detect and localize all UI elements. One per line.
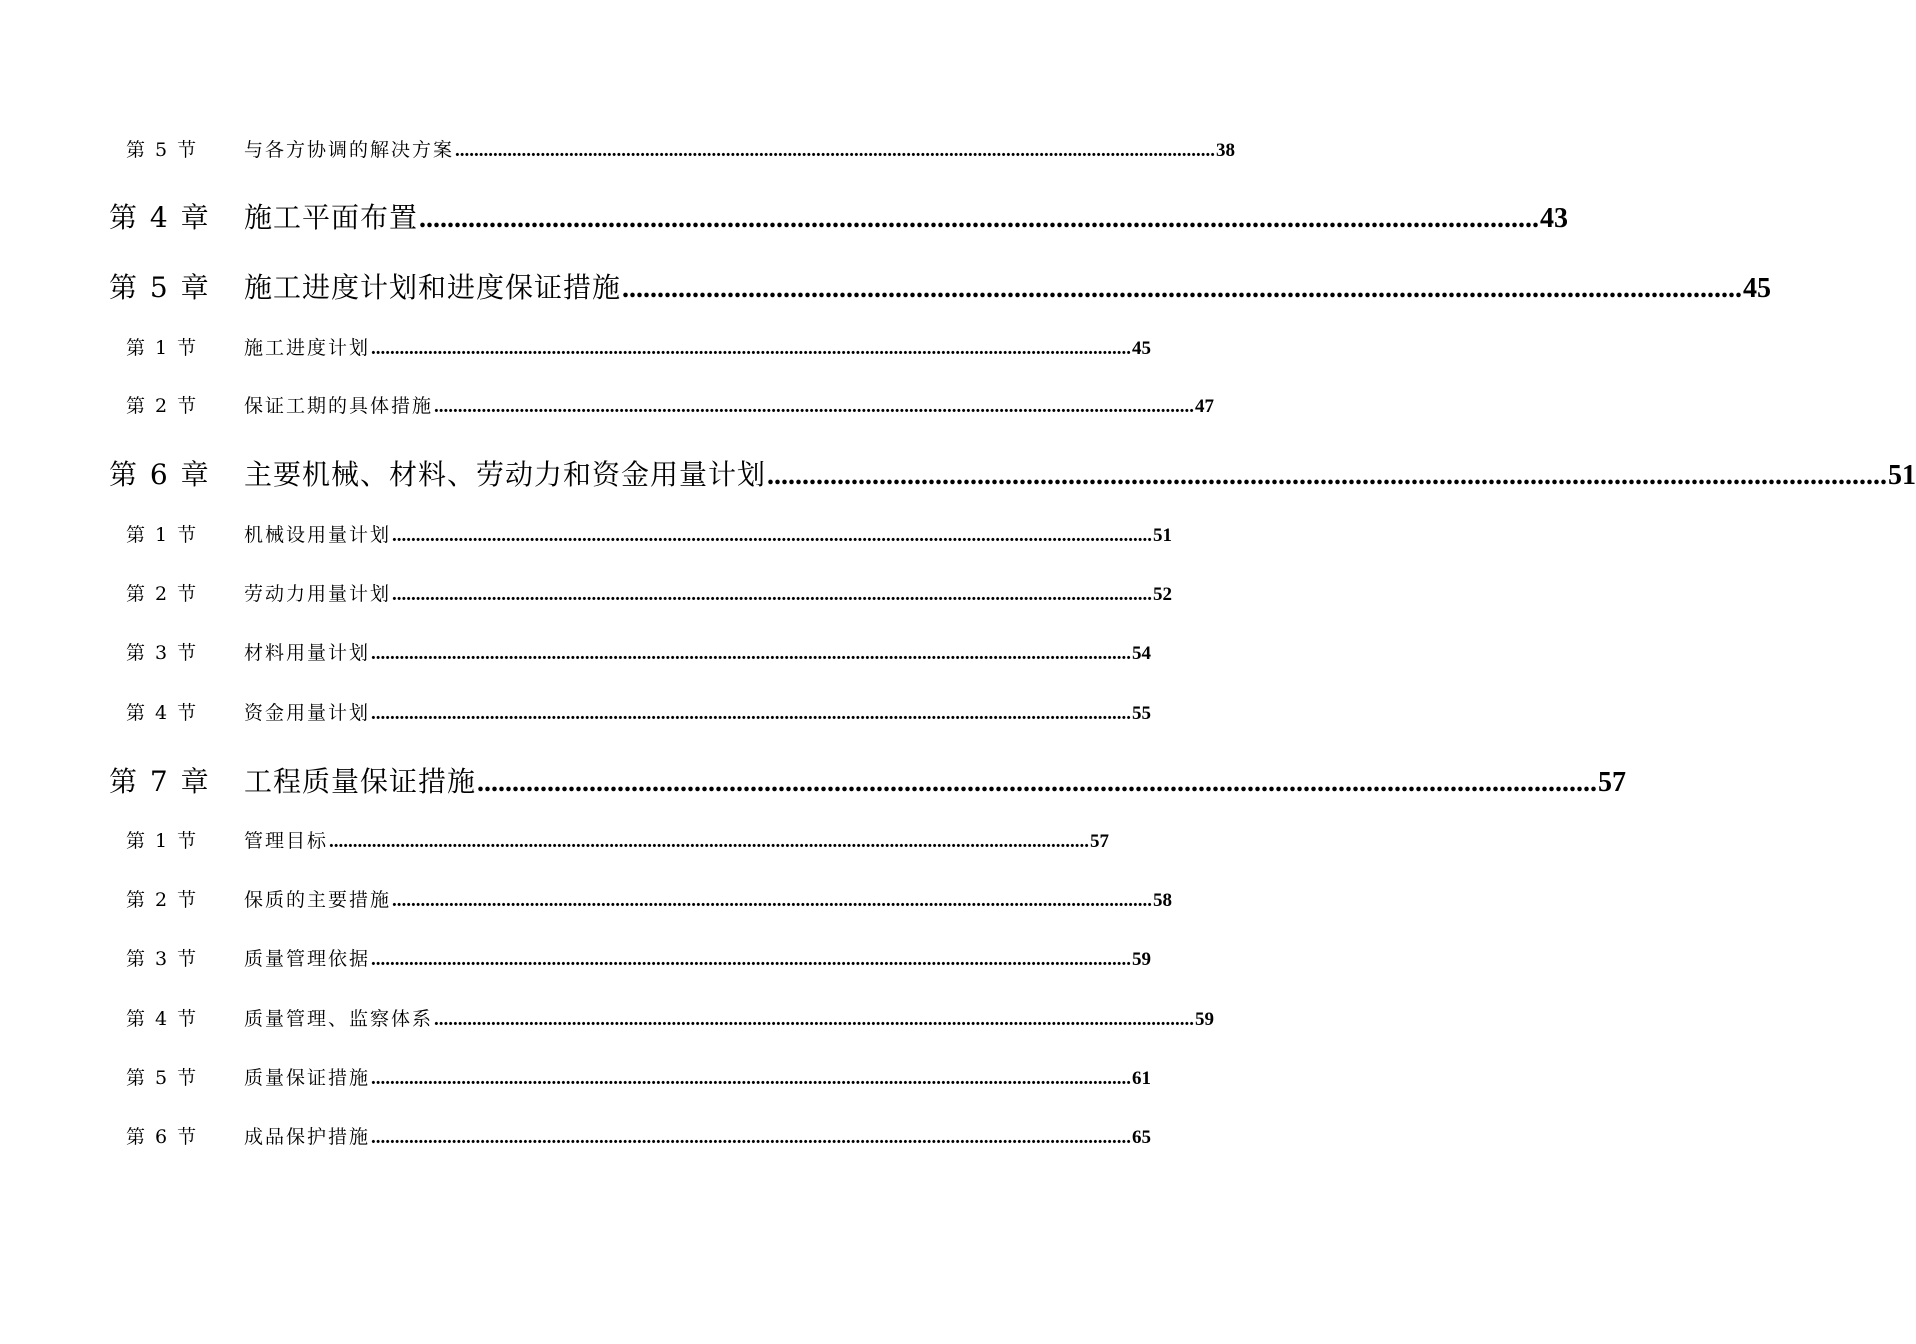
toc-entry-title: 施工进度计划 [244, 337, 371, 359]
dot-leader: ................................................................................................................................................................ [371, 703, 1132, 724]
toc-entry-section[interactable] [0, 885, 1173, 915]
toc-entry-number: 第 5 节 [126, 139, 199, 161]
dot-leader: ................................................................................................................................................................ [477, 767, 1598, 798]
toc-entry-page: 38 [1216, 140, 1236, 161]
toc-entry-title: 劳动力用量计划 [244, 583, 392, 605]
toc-entry-page: 51 [1153, 525, 1173, 546]
toc-entry-number: 第 3 节 [126, 948, 199, 970]
toc-entry-title: 主要机械、材料、劳动力和资金用量计划 [244, 458, 767, 491]
toc-entry-section[interactable] [0, 826, 1110, 856]
toc-entry-page: 65 [1132, 1127, 1152, 1148]
toc-entry-title: 管理目标 [244, 830, 329, 852]
toc-entry-page: 45 [1743, 273, 1772, 304]
toc-entry-number: 第 4 章 [109, 201, 211, 234]
toc-entry-number: 第 2 节 [126, 583, 199, 605]
toc-entry-section[interactable] [0, 638, 1152, 668]
toc-entry-chapter[interactable] [0, 453, 1916, 493]
toc-entry-number: 第 2 节 [126, 889, 199, 911]
toc-entry-title: 资金用量计划 [244, 702, 371, 724]
dot-leader: ................................................................................................................................................................ [371, 1068, 1132, 1089]
toc-entry-page: 51 [1888, 460, 1916, 491]
toc-entry-chapter[interactable] [0, 196, 1569, 236]
toc-entry-title: 施工进度计划和进度保证措施 [244, 271, 622, 304]
toc-entry-number: 第 4 节 [126, 1008, 199, 1030]
toc-entry-title: 质量保证措施 [244, 1067, 371, 1089]
toc-entry-section[interactable] [0, 579, 1173, 609]
toc-entry-page: 54 [1132, 643, 1152, 664]
toc-entry-page: 45 [1132, 338, 1152, 359]
dot-leader: ................................................................................................................................................................ [371, 338, 1132, 359]
toc-entry-number: 第 6 章 [109, 458, 211, 491]
toc-entry-page: 61 [1132, 1068, 1152, 1089]
toc-entry-page: 57 [1598, 767, 1627, 798]
toc-entry-number: 第 7 章 [109, 765, 211, 798]
toc-entry-chapter[interactable] [0, 760, 1627, 800]
toc-entry-page: 55 [1132, 703, 1152, 724]
toc-entry-page: 43 [1540, 203, 1569, 234]
toc-entry-number: 第 5 章 [109, 271, 211, 304]
toc-entry-number: 第 1 节 [126, 524, 199, 546]
toc-entry-page: 59 [1195, 1009, 1215, 1030]
toc-entry-number: 第 2 节 [126, 395, 199, 417]
toc-entry-number: 第 3 节 [126, 642, 199, 664]
toc-entry-title: 材料用量计划 [244, 642, 371, 664]
toc-entry-page: 47 [1195, 396, 1215, 417]
toc-entry-section[interactable] [0, 1004, 1215, 1034]
toc-entry-title: 质量管理依据 [244, 948, 371, 970]
toc-entry-page: 58 [1153, 890, 1173, 911]
dot-leader: ................................................................................................................................................................ [371, 949, 1132, 970]
toc-entry-section[interactable] [0, 944, 1152, 974]
toc-entry-section[interactable] [0, 1122, 1152, 1152]
toc-entry-page: 52 [1153, 584, 1173, 605]
toc-entry-section[interactable] [0, 520, 1173, 550]
toc-entry-section[interactable] [0, 698, 1152, 728]
dot-leader: ................................................................................................................................................................ [392, 890, 1153, 911]
dot-leader: ................................................................................................................................................................ [419, 203, 1540, 234]
toc-entry-number: 第 5 节 [126, 1067, 199, 1089]
toc-entry-page: 57 [1090, 831, 1110, 852]
toc-entry-section[interactable] [0, 1063, 1152, 1093]
toc-entry-number: 第 4 节 [126, 702, 199, 724]
toc-entry-chapter[interactable] [0, 266, 1772, 306]
toc-entry-number: 第 1 节 [126, 830, 199, 852]
toc-entry-section[interactable] [0, 135, 1236, 165]
toc-entry-title: 施工平面布置 [244, 201, 419, 234]
toc-entry-section[interactable] [0, 333, 1152, 363]
toc-entry-title: 保质的主要措施 [244, 889, 392, 911]
toc-entry-title: 与各方协调的解决方案 [244, 139, 455, 161]
toc-entry-page: 59 [1132, 949, 1152, 970]
dot-leader: ................................................................................................................................................................ [371, 643, 1132, 664]
toc-entry-title: 质量管理、监察体系 [244, 1008, 434, 1030]
toc-entry-number: 第 1 节 [126, 337, 199, 359]
dot-leader: ................................................................................................................................................................ [392, 584, 1153, 605]
dot-leader: ................................................................................................................................................................ [622, 273, 1743, 304]
dot-leader: ................................................................................................................................................................ [371, 1127, 1132, 1148]
toc-entry-title: 成品保护措施 [244, 1126, 371, 1148]
dot-leader: ................................................................................................................................................................ [329, 831, 1090, 852]
toc-entry-title: 工程质量保证措施 [244, 765, 477, 798]
dot-leader: ................................................................................................................................................................ [434, 396, 1195, 417]
dot-leader: ................................................................................................................................................................ [434, 1009, 1195, 1030]
dot-leader: ................................................................................................................................................................ [392, 525, 1153, 546]
toc-entry-number: 第 6 节 [126, 1126, 199, 1148]
dot-leader: ................................................................................................................................................................ [767, 460, 1888, 491]
dot-leader: ................................................................................................................................................................ [455, 140, 1216, 161]
toc-entry-title: 机械设用量计划 [244, 524, 392, 546]
toc-entry-section[interactable] [0, 391, 1215, 421]
toc-entry-title: 保证工期的具体措施 [244, 395, 434, 417]
